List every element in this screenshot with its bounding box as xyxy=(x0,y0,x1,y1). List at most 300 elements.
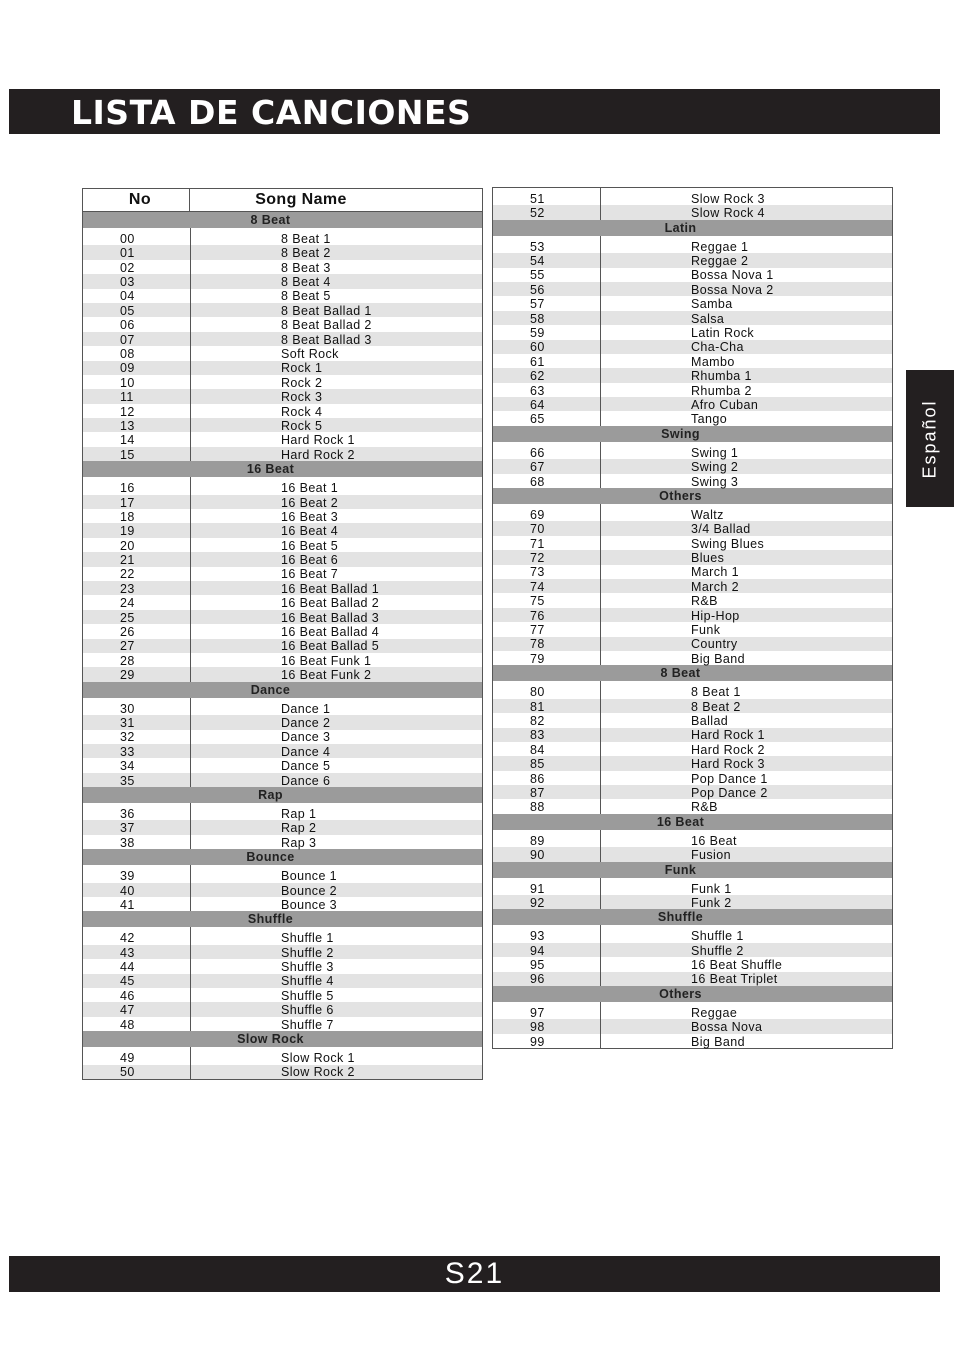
song-number: 78 xyxy=(530,637,545,652)
category-rows xyxy=(83,803,482,849)
table-row xyxy=(493,459,892,473)
song-number: 95 xyxy=(530,958,545,973)
table-row xyxy=(493,785,892,799)
song-number: 68 xyxy=(530,474,545,489)
table-header xyxy=(83,189,482,212)
table-row xyxy=(83,495,482,509)
table-row xyxy=(493,1019,892,1033)
song-name: March 1 xyxy=(691,565,739,580)
table-row xyxy=(493,651,892,665)
song-name: Swing 3 xyxy=(691,474,739,489)
song-name: 16 Beat Ballad 1 xyxy=(281,581,380,596)
table-row xyxy=(493,699,892,713)
song-number: 11 xyxy=(120,390,134,405)
left-groups xyxy=(83,212,482,1079)
song-name: 8 Beat 5 xyxy=(281,289,331,304)
table-row xyxy=(83,897,482,911)
category-rows xyxy=(83,927,482,1031)
song-number: 07 xyxy=(120,332,135,347)
song-number: 25 xyxy=(120,610,135,625)
table-row xyxy=(83,538,482,552)
table-row xyxy=(493,579,892,593)
table-row xyxy=(493,507,892,521)
table-row xyxy=(83,404,482,418)
song-number: 04 xyxy=(120,289,135,304)
table-row xyxy=(83,260,482,274)
table-row xyxy=(83,930,482,944)
song-name: Funk xyxy=(691,623,721,638)
table-row xyxy=(493,622,892,636)
song-number: 69 xyxy=(530,507,545,522)
song-number: 54 xyxy=(530,254,545,269)
category-rows xyxy=(493,830,892,862)
song-name: Dance 2 xyxy=(281,716,331,730)
category-header: 8 Beat xyxy=(493,665,892,681)
song-number: 77 xyxy=(530,623,545,638)
category-rows xyxy=(493,681,892,814)
table-row xyxy=(83,361,482,375)
table-row xyxy=(493,593,892,607)
song-name: Reggae 2 xyxy=(691,254,749,269)
song-name: Slow Rock 2 xyxy=(281,1065,355,1080)
table-row xyxy=(83,945,482,959)
table-row xyxy=(493,637,892,651)
song-name: Dance 4 xyxy=(281,744,331,759)
category-rows xyxy=(83,1047,482,1079)
song-name: Pop Dance 2 xyxy=(691,785,768,800)
song-number: 16 xyxy=(120,481,135,496)
song-number: 86 xyxy=(530,771,545,786)
song-name: Ballad xyxy=(691,714,729,728)
song-name: Shuffle 5 xyxy=(281,988,334,1003)
song-name: 16 Beat Ballad 2 xyxy=(281,596,380,611)
song-name: Slow Rock 4 xyxy=(691,206,765,221)
table-row xyxy=(493,383,892,397)
song-number: 31 xyxy=(120,716,135,730)
song-name: Slow Rock 1 xyxy=(281,1051,355,1066)
category-header: 8 Beat xyxy=(83,212,482,228)
song-name: Shuffle 6 xyxy=(281,1003,334,1018)
table-row xyxy=(83,389,482,403)
table-row xyxy=(493,684,892,698)
table-row xyxy=(493,972,892,986)
song-name: 16 Beat 6 xyxy=(281,553,339,568)
song-number: 45 xyxy=(120,974,135,989)
song-name: 8 Beat Ballad 3 xyxy=(281,332,372,347)
table-row xyxy=(83,653,482,667)
table-row xyxy=(493,756,892,770)
song-name: Rock 3 xyxy=(281,390,323,405)
song-number: 12 xyxy=(120,404,135,419)
table-row xyxy=(493,565,892,579)
song-number: 17 xyxy=(120,495,135,510)
song-number: 19 xyxy=(120,524,135,539)
song-number: 36 xyxy=(120,806,135,821)
song-number: 39 xyxy=(120,869,135,884)
table-row xyxy=(493,742,892,756)
song-number: 82 xyxy=(530,714,545,728)
song-number: 32 xyxy=(120,730,135,745)
table-row xyxy=(83,231,482,245)
song-name: Hard Rock 2 xyxy=(691,742,765,757)
table-row xyxy=(83,610,482,624)
song-number: 79 xyxy=(530,651,545,666)
song-number: 09 xyxy=(120,361,135,376)
song-name: 8 Beat 4 xyxy=(281,275,331,290)
song-name: Rock 2 xyxy=(281,375,323,390)
table-row xyxy=(493,713,892,727)
category-header: 16 Beat xyxy=(83,461,482,477)
category-rows xyxy=(83,865,482,911)
table-row xyxy=(83,552,482,566)
song-table-right xyxy=(492,187,893,1049)
table-row xyxy=(493,474,892,488)
table-row xyxy=(493,536,892,550)
table-row xyxy=(83,595,482,609)
song-name: Shuffle 3 xyxy=(281,960,334,975)
column-header-no: No xyxy=(83,189,190,211)
table-row xyxy=(493,799,892,813)
table-row xyxy=(83,432,482,446)
table-row xyxy=(493,1005,892,1019)
song-name: Tango xyxy=(691,412,728,427)
right-groups xyxy=(493,188,892,1048)
song-number: 29 xyxy=(120,668,135,683)
song-number: 02 xyxy=(120,260,135,275)
song-number: 40 xyxy=(120,883,135,898)
category-header: Rap xyxy=(83,787,482,803)
song-name: 3/4 Ballad xyxy=(691,522,751,537)
table-row xyxy=(83,289,482,303)
song-number: 30 xyxy=(120,701,135,716)
table-row xyxy=(493,282,892,296)
category-rows xyxy=(83,477,482,681)
category-header: Dance xyxy=(83,682,482,698)
table-row xyxy=(493,550,892,564)
category-header: 16 Beat xyxy=(493,814,892,830)
song-name: 16 Beat Ballad 3 xyxy=(281,610,380,625)
table-row xyxy=(493,268,892,282)
song-name: Rap 1 xyxy=(281,806,317,821)
song-number: 81 xyxy=(530,699,545,714)
table-row xyxy=(83,1050,482,1064)
song-name: R&B xyxy=(691,800,718,815)
table-row xyxy=(493,253,892,267)
song-number: 98 xyxy=(530,1020,545,1035)
table-row xyxy=(83,1065,482,1079)
song-name: Dance 6 xyxy=(281,773,331,788)
song-name: 16 Beat xyxy=(691,833,737,848)
song-name: R&B xyxy=(691,594,718,609)
song-name: Big Band xyxy=(691,651,745,666)
table-row xyxy=(493,957,892,971)
song-number: 63 xyxy=(530,383,545,398)
table-row xyxy=(493,833,892,847)
song-number: 61 xyxy=(530,354,545,369)
song-name: Bounce 2 xyxy=(281,883,338,898)
song-number: 76 xyxy=(530,608,545,623)
song-number: 71 xyxy=(530,536,545,551)
song-number: 38 xyxy=(120,835,135,850)
table-row xyxy=(493,325,892,339)
table-row xyxy=(493,881,892,895)
song-number: 73 xyxy=(530,565,545,580)
table-row xyxy=(83,758,482,772)
song-name: Afro Cuban xyxy=(691,397,759,412)
song-name: 8 Beat 1 xyxy=(691,685,741,700)
table-row xyxy=(83,959,482,973)
table-row xyxy=(83,806,482,820)
footer-bar xyxy=(9,1256,940,1292)
song-number: 58 xyxy=(530,311,545,326)
song-number: 34 xyxy=(120,759,135,774)
song-name: March 2 xyxy=(691,579,739,594)
song-name: 8 Beat 2 xyxy=(691,699,741,714)
song-number: 46 xyxy=(120,988,135,1003)
table-row xyxy=(493,311,892,325)
table-row xyxy=(83,868,482,882)
song-number: 87 xyxy=(530,785,545,800)
table-row xyxy=(83,567,482,581)
table-row xyxy=(83,1002,482,1016)
table-row xyxy=(83,303,482,317)
category-header: Shuffle xyxy=(83,911,482,927)
table-row xyxy=(83,988,482,1002)
table-row xyxy=(83,480,482,494)
category-rows xyxy=(493,188,892,220)
song-name: Waltz xyxy=(691,507,724,522)
table-row xyxy=(493,368,892,382)
song-name: Shuffle 1 xyxy=(691,929,744,944)
table-row xyxy=(493,521,892,535)
table-row xyxy=(83,332,482,346)
table-row xyxy=(83,701,482,715)
song-number: 14 xyxy=(120,433,135,448)
song-name: Dance 1 xyxy=(281,701,331,716)
song-table-left xyxy=(82,188,483,1080)
song-number: 64 xyxy=(530,397,545,412)
song-number: 27 xyxy=(120,639,135,654)
song-name: 16 Beat Triplet xyxy=(691,972,778,987)
song-number: 83 xyxy=(530,728,545,743)
category-rows xyxy=(493,236,892,426)
song-name: 16 Beat 7 xyxy=(281,567,339,582)
category-header: Others xyxy=(493,986,892,1002)
song-number: 65 xyxy=(530,412,545,427)
song-name: 8 Beat Ballad 2 xyxy=(281,318,372,333)
song-name: Pop Dance 1 xyxy=(691,771,768,786)
song-name: Mambo xyxy=(691,354,735,369)
song-number: 75 xyxy=(530,594,545,609)
song-name: 16 Beat Funk 1 xyxy=(281,653,372,668)
song-name: Latin Rock xyxy=(691,326,755,341)
table-row xyxy=(83,639,482,653)
song-number: 80 xyxy=(530,685,545,700)
song-name: Shuffle 1 xyxy=(281,931,334,946)
table-row xyxy=(83,835,482,849)
song-number: 01 xyxy=(120,246,135,261)
table-row xyxy=(83,820,482,834)
song-number: 62 xyxy=(530,369,545,384)
song-name: 16 Beat Ballad 4 xyxy=(281,625,380,640)
category-header: Bounce xyxy=(83,849,482,865)
song-name: Bossa Nova xyxy=(691,1020,763,1035)
category-rows xyxy=(83,228,482,461)
table-row xyxy=(493,728,892,742)
table-row xyxy=(493,895,892,909)
song-name: Rhumba 1 xyxy=(691,369,752,384)
song-name: Bounce 1 xyxy=(281,869,338,884)
song-number: 67 xyxy=(530,460,545,475)
song-number: 99 xyxy=(530,1034,545,1049)
song-number: 24 xyxy=(120,596,135,611)
song-name: Funk 1 xyxy=(691,881,732,896)
page-number: S21 xyxy=(444,1257,505,1290)
table-row xyxy=(83,245,482,259)
song-name: Hard Rock 3 xyxy=(691,757,765,772)
song-number: 41 xyxy=(120,897,135,912)
song-number: 94 xyxy=(530,943,545,958)
table-row xyxy=(83,883,482,897)
song-name: Dance 5 xyxy=(281,759,331,774)
song-name: Reggae 1 xyxy=(691,239,749,254)
song-name: Swing Blues xyxy=(691,536,765,551)
song-name: Swing 2 xyxy=(691,460,739,475)
song-number: 26 xyxy=(120,625,135,640)
category-header: Funk xyxy=(493,862,892,878)
song-name: Country xyxy=(691,637,738,652)
song-number: 55 xyxy=(530,268,545,283)
table-row xyxy=(83,624,482,638)
song-name: Bossa Nova 1 xyxy=(691,268,774,283)
song-number: 23 xyxy=(120,581,135,596)
table-row xyxy=(83,274,482,288)
song-name: Salsa xyxy=(691,311,725,326)
song-number: 92 xyxy=(530,895,545,910)
song-number: 91 xyxy=(530,881,545,896)
language-tab-label: Español xyxy=(919,398,940,479)
category-rows xyxy=(493,442,892,488)
song-name: Dance 3 xyxy=(281,730,331,745)
table-row xyxy=(493,340,892,354)
category-rows xyxy=(493,504,892,665)
table-row xyxy=(83,317,482,331)
song-name: 16 Beat Ballad 5 xyxy=(281,639,380,654)
song-name: Soft Rock xyxy=(281,347,339,362)
song-name: Shuffle 4 xyxy=(281,974,334,989)
song-number: 08 xyxy=(120,347,135,362)
song-number: 21 xyxy=(120,553,135,568)
song-number: 52 xyxy=(530,206,545,221)
song-name: Swing 1 xyxy=(691,445,739,460)
song-number: 60 xyxy=(530,340,545,355)
table-row xyxy=(83,715,482,729)
song-name: Hard Rock 2 xyxy=(281,447,355,462)
song-number: 88 xyxy=(530,800,545,815)
song-name: Rock 4 xyxy=(281,404,323,419)
song-number: 10 xyxy=(120,375,135,390)
song-name: Blues xyxy=(691,551,725,566)
table-row xyxy=(83,346,482,360)
table-row xyxy=(83,730,482,744)
table-row xyxy=(493,847,892,861)
song-number: 22 xyxy=(120,567,135,582)
song-name: Big Band xyxy=(691,1034,745,1049)
category-header: Latin xyxy=(493,220,892,236)
table-row xyxy=(83,509,482,523)
song-name: Fusion xyxy=(691,848,731,863)
song-name: 16 Beat Shuffle xyxy=(691,958,783,973)
table-row xyxy=(83,744,482,758)
song-name: Rock 5 xyxy=(281,418,323,433)
song-number: 43 xyxy=(120,945,135,960)
song-number: 97 xyxy=(530,1005,545,1020)
table-row xyxy=(493,191,892,205)
song-name: 16 Beat 5 xyxy=(281,538,339,553)
page-title: LISTA DE CANCIONES xyxy=(71,93,472,132)
song-number: 37 xyxy=(120,821,135,836)
table-row xyxy=(83,667,482,681)
table-row xyxy=(83,418,482,432)
table-row xyxy=(493,205,892,219)
table-row xyxy=(493,411,892,425)
column-header-song-name: Song Name xyxy=(255,191,347,208)
table-row xyxy=(493,445,892,459)
song-number: 13 xyxy=(120,418,135,433)
song-number: 51 xyxy=(530,191,545,206)
table-row xyxy=(83,523,482,537)
table-row xyxy=(493,1034,892,1048)
category-rows xyxy=(493,925,892,986)
song-name: 8 Beat 1 xyxy=(281,231,331,246)
song-number: 70 xyxy=(530,522,545,537)
table-row xyxy=(493,771,892,785)
song-number: 66 xyxy=(530,445,545,460)
category-header: Others xyxy=(493,488,892,504)
song-number: 44 xyxy=(120,960,135,975)
song-number: 18 xyxy=(120,509,135,524)
category-rows xyxy=(493,1002,892,1048)
song-name: 8 Beat 2 xyxy=(281,246,331,261)
song-name: 8 Beat Ballad 1 xyxy=(281,303,372,318)
table-row xyxy=(493,354,892,368)
table-row xyxy=(83,447,482,461)
language-tab xyxy=(906,370,954,507)
song-number: 93 xyxy=(530,929,545,944)
song-number: 49 xyxy=(120,1051,135,1066)
table-row xyxy=(493,239,892,253)
song-name: Shuffle 2 xyxy=(281,945,334,960)
song-number: 35 xyxy=(120,773,135,788)
song-number: 50 xyxy=(120,1065,135,1080)
table-row xyxy=(493,928,892,942)
song-number: 53 xyxy=(530,239,545,254)
table-row xyxy=(83,773,482,787)
song-name: Cha-Cha xyxy=(691,340,744,355)
song-name: 16 Beat 1 xyxy=(281,481,339,496)
song-number: 33 xyxy=(120,744,135,759)
song-number: 00 xyxy=(120,231,135,246)
table-row xyxy=(493,397,892,411)
song-number: 42 xyxy=(120,931,135,946)
song-number: 84 xyxy=(530,742,545,757)
table-row xyxy=(83,974,482,988)
song-name: Bounce 3 xyxy=(281,897,338,912)
table-row xyxy=(493,296,892,310)
song-name: 16 Beat Funk 2 xyxy=(281,668,372,683)
song-name: Rap 2 xyxy=(281,821,317,836)
song-number: 57 xyxy=(530,297,545,312)
